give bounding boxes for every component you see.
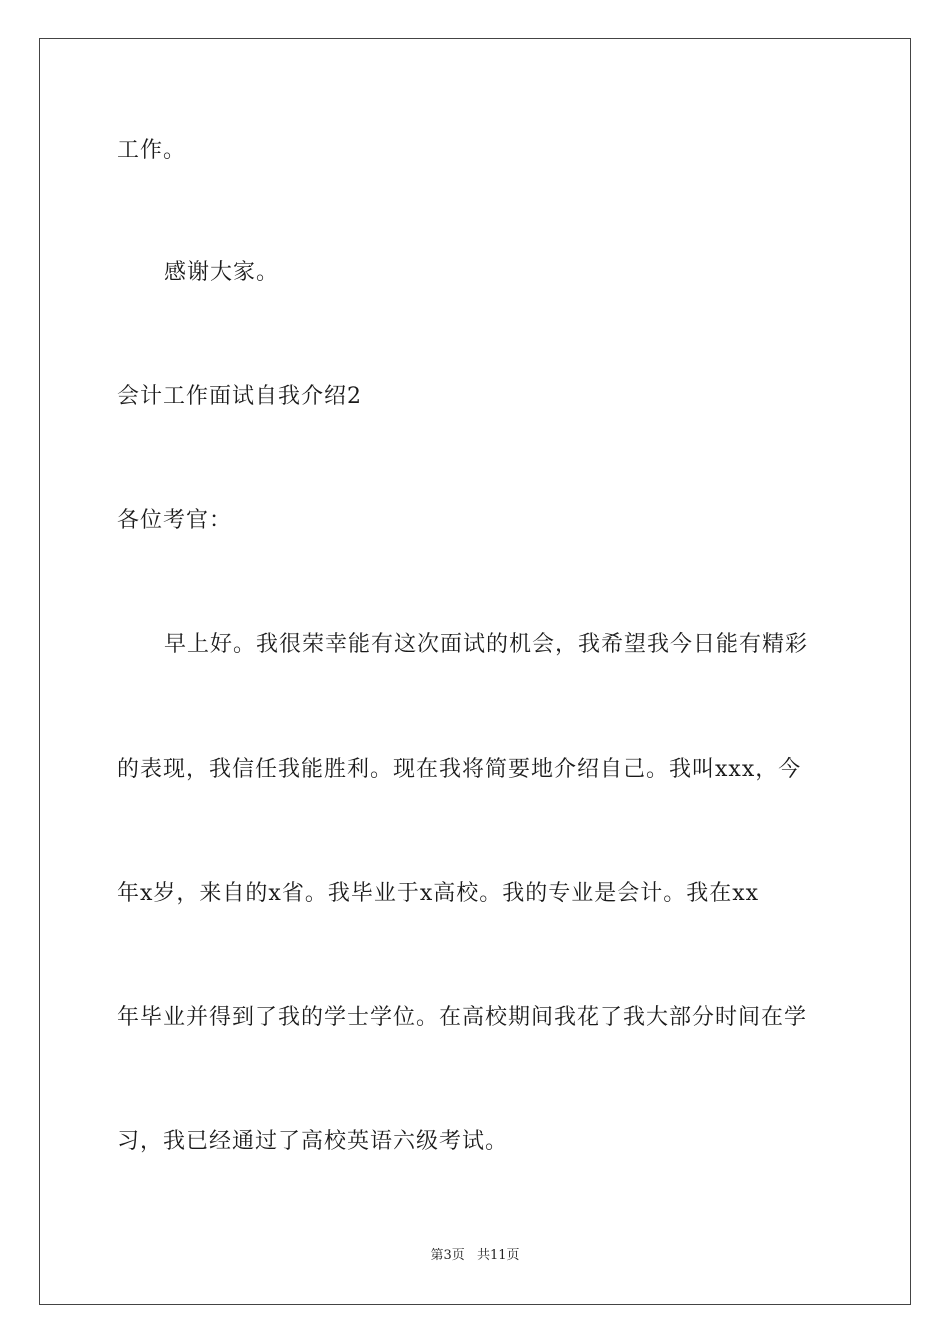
paragraph-line-2: 的表现，我信任我能胜利。现在我将简要地介绍自己。我叫xxx，今 [117, 757, 802, 782]
page-number: 第3页 [430, 1248, 465, 1263]
paragraph-line-4: 年毕业并得到了我的学士学位。在高校期间我花了我大部分时间在学 [117, 1005, 808, 1030]
paragraph-line-1: 早上好。我很荣幸能有这次面试的机会，我希望我今日能有精彩 [164, 632, 809, 657]
text-line-thanks: 感谢大家。 [164, 260, 280, 285]
page-footer [0, 1247, 950, 1265]
paragraph-line-5: 习，我已经通过了高校英语六级考试。 [117, 1129, 509, 1154]
text-line-salutation: 各位考官： [117, 508, 233, 533]
section-heading: 会计工作面试自我介绍2 [117, 384, 362, 409]
text-line-continuation: 工作。 [117, 138, 187, 163]
paragraph-line-3: 年x岁，来自的x省。我毕业于x高校。我的专业是会计。我在xx [117, 881, 760, 906]
page-total: 共11页 [476, 1248, 520, 1263]
page-frame [39, 38, 911, 1305]
